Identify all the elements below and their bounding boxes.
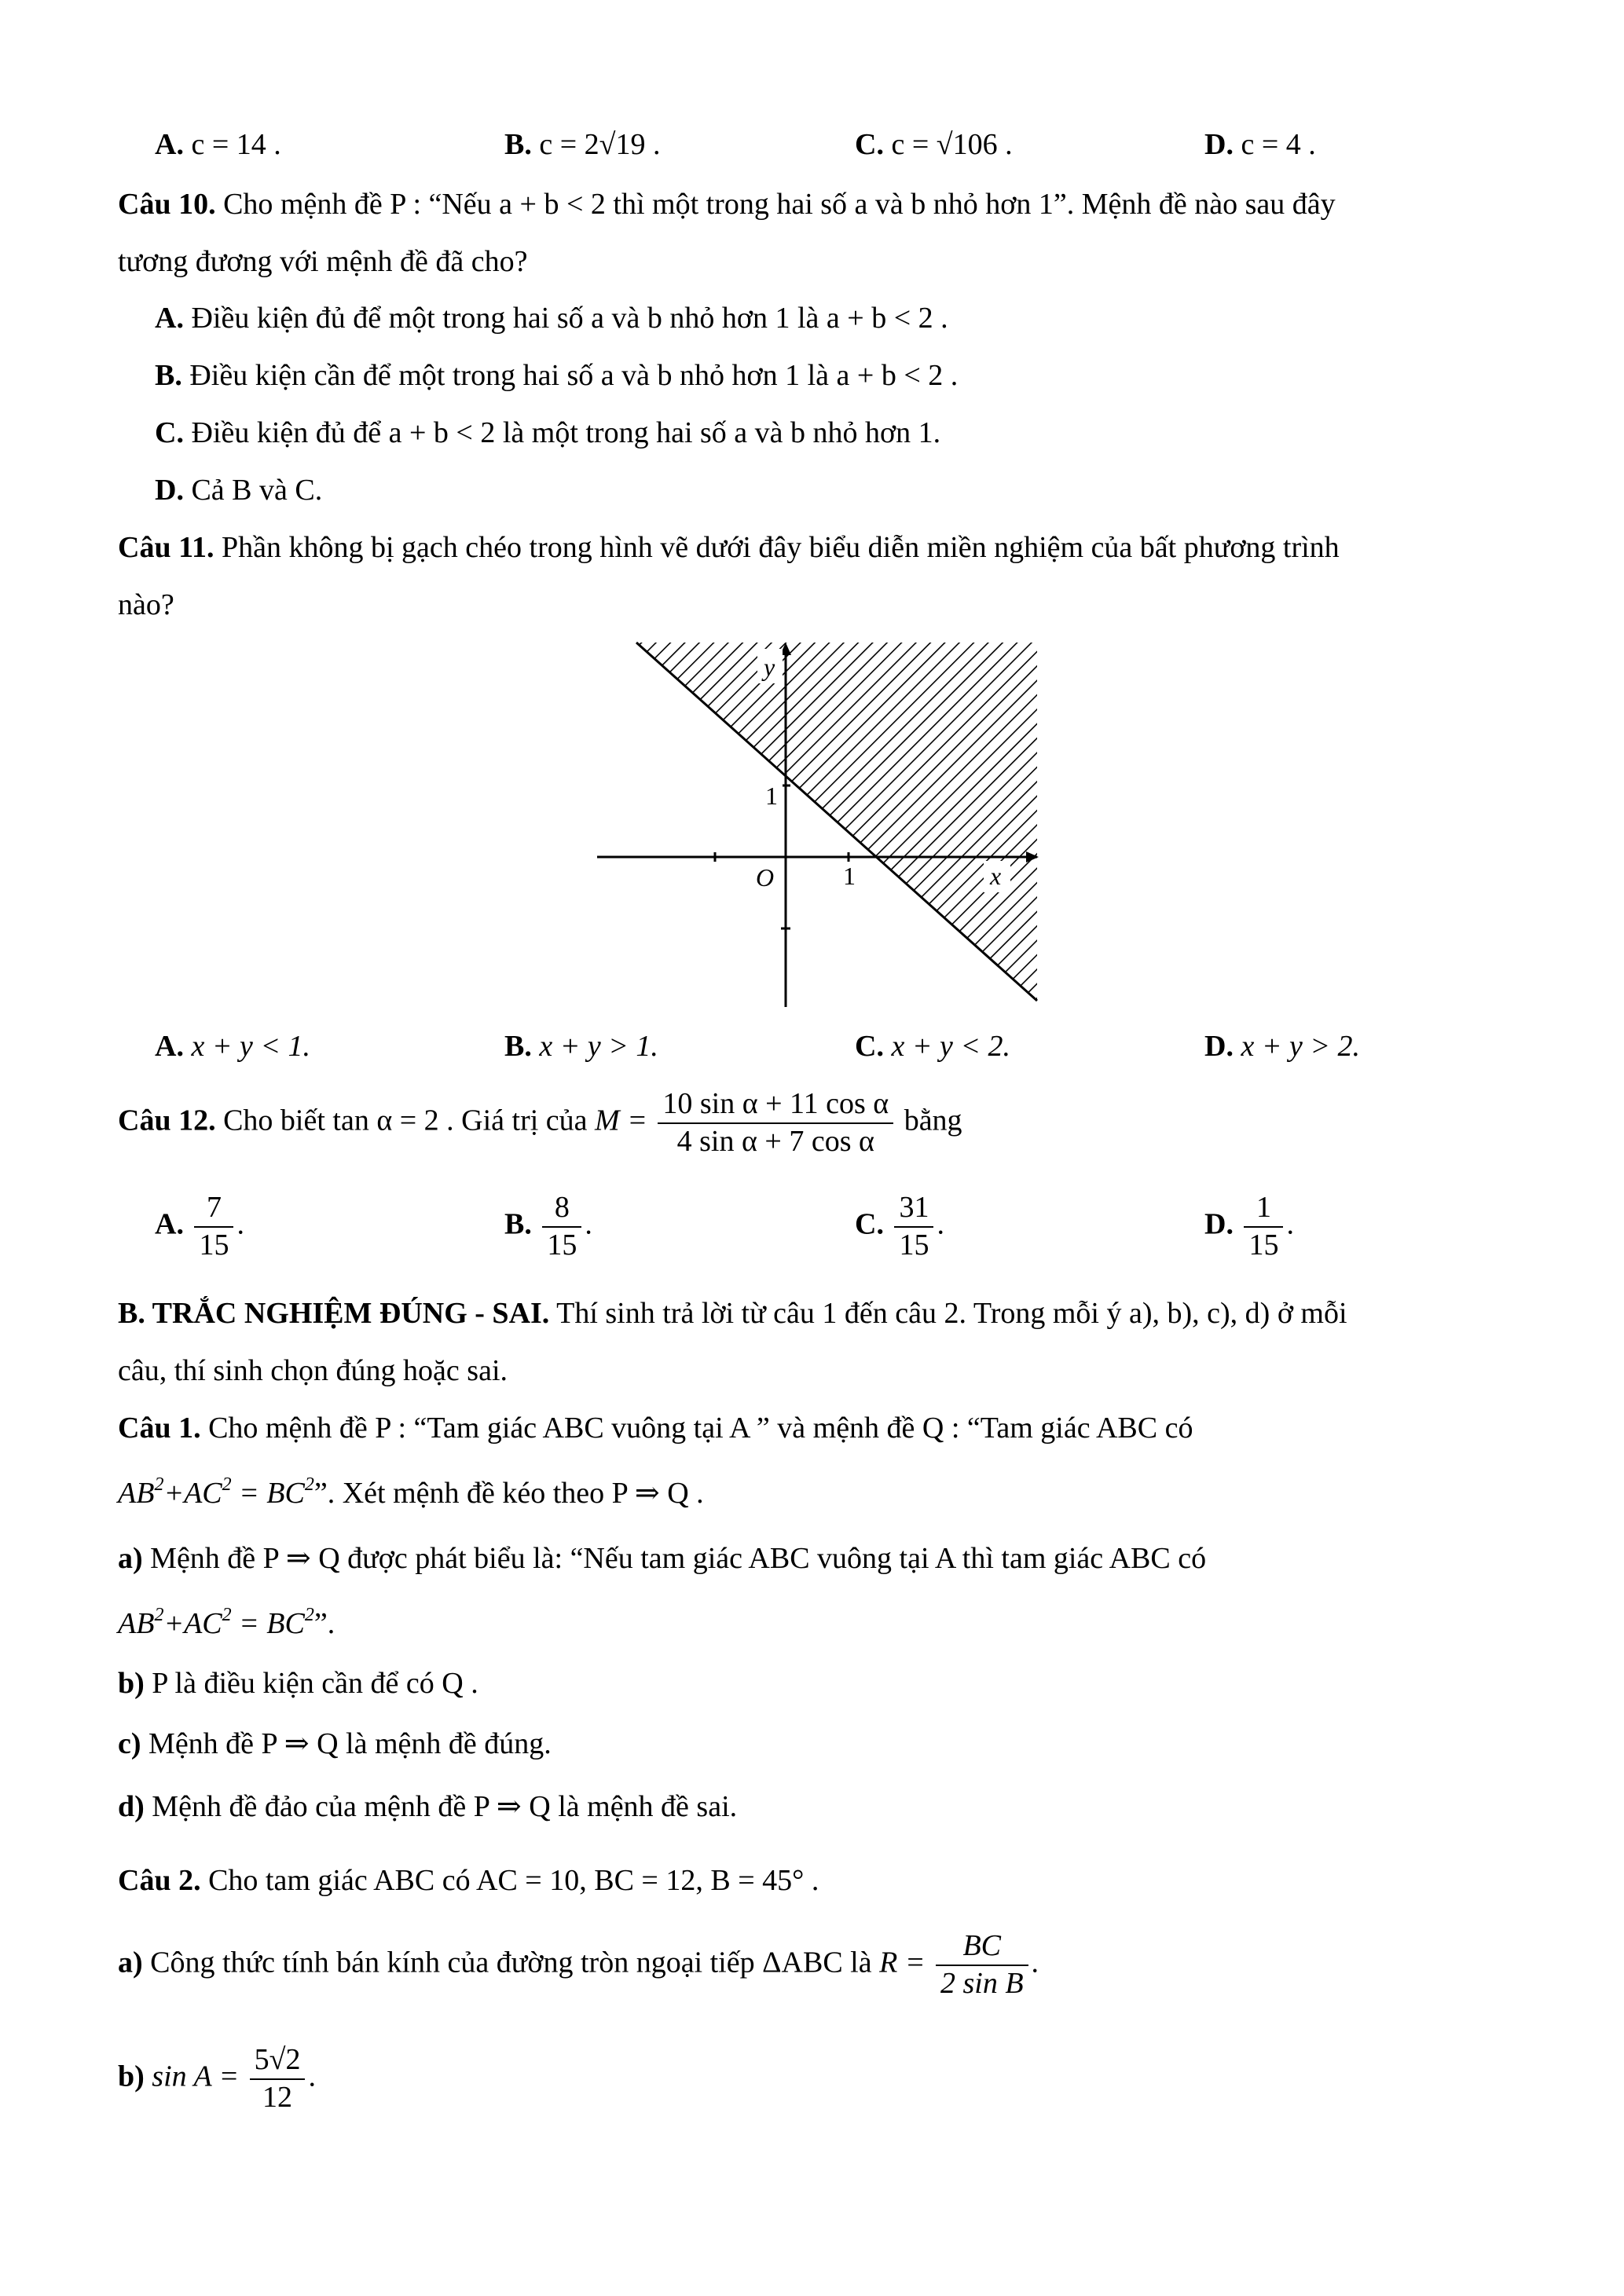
q10-stem-1: Cho mệnh đề P : “Nếu a + b < 2 thì một trong hai số a và b nhỏ hơn 1”. Mệnh đề nào sau đây	[223, 188, 1336, 221]
q10-option-d-text: Cả B và C.	[191, 474, 323, 507]
q11-stem-line-1	[118, 530, 1340, 566]
q9-option-a-text: c = 14 .	[191, 128, 281, 161]
q9-option-c: C. c = √106 .	[855, 128, 1013, 161]
q12-denominator: 4 sin α + 7 cos α	[676, 1124, 874, 1158]
b2-b-denominator: 12	[262, 2080, 293, 2114]
b1-a-text-1: Mệnh đề P ⇒ Q được phát biểu là: “Nếu tam giác ABC vuông tại A thì tam giác ABC có	[150, 1542, 1207, 1575]
q11-label: Câu 11.	[118, 531, 214, 564]
b2-a-label: a)	[118, 1946, 143, 1979]
part-b-text-1: Thí sinh trả lời từ câu 1 đến câu 2. Trong mỗi ý a), b), c), d) ở mỗi	[556, 1297, 1347, 1330]
origin-label: O	[756, 863, 775, 892]
q11-option-c: C. x + y < 2.	[855, 1030, 1010, 1063]
q12-option-d-fraction	[1244, 1190, 1283, 1263]
q12-option-c: C. $\frac{31}{15}$ .	[855, 1190, 944, 1263]
q9-option-b-text: c = 2√19 .	[539, 128, 661, 161]
x-tick-label: 1	[843, 862, 856, 890]
q12-option-a-fraction	[194, 1190, 233, 1263]
q11-stem-1: Phần không bị gạch chéo trong hình vẽ dưới đây biểu diễn miền nghiệm của bất phương trình	[221, 531, 1340, 564]
b1-stem-line-2	[118, 1476, 704, 1512]
b1-stem-1: Cho mệnh đề P : “Tam giác ABC vuông tại A ” và mệnh đề Q : “Tam giác ABC có	[208, 1412, 1193, 1445]
b2-b-label: b)	[118, 2060, 145, 2093]
b1-b-label: b)	[118, 1667, 145, 1700]
q12-given: Cho biết tan α = 2 . Giá trị của	[223, 1104, 588, 1137]
q12-fraction	[658, 1086, 893, 1159]
q10-stem-line-2: tương đương với mệnh đề đã cho?	[118, 245, 528, 278]
option-denominator: 15	[199, 1228, 229, 1262]
b2-a-denominator: 2 sin B	[940, 1966, 1024, 2000]
part-b-line-2: câu, thí sinh chọn đúng hoặc sai.	[118, 1354, 508, 1387]
q11-option-a-text: x + y < 1.	[191, 1030, 310, 1063]
q9-option-d: D. c = 4 .	[1204, 128, 1316, 161]
q11-option-b-text: x + y > 1.	[539, 1030, 658, 1063]
b1-c-line	[118, 1727, 552, 1763]
b2-a-numerator: BC	[936, 1928, 1028, 1966]
q12-option-c-fraction	[894, 1190, 933, 1263]
q12-m-lhs: M =	[595, 1104, 647, 1137]
b1-c-text: Mệnh đề P ⇒ Q là mệnh đề đúng.	[148, 1727, 552, 1760]
b1-a-line-2	[118, 1606, 335, 1642]
b1-d-line	[118, 1789, 737, 1825]
q10-label: Câu 10.	[118, 188, 216, 221]
q12-stem	[118, 1086, 962, 1159]
q10-option-a-text: Điều kiện đủ để một trong hai số a và b nhỏ hơn 1 là a + b < 2 .	[191, 302, 948, 335]
option-numerator: 7	[194, 1190, 233, 1228]
part-b-title: B. TRẮC NGHIỆM ĐÚNG - SAI.	[118, 1297, 550, 1330]
option-numerator: 1	[1244, 1190, 1283, 1228]
b2-a-line: a) Công thức tính bán kính của đường tròn ngoại tiếp ΔABC là R = $\frac{BC}{\text{2 sin B}}$ .	[118, 1928, 1039, 2001]
b2-b-line: b) sin A = $\frac{5√2}{12}$ .	[118, 2042, 316, 2115]
b2-a-text: Công thức tính bán kính của đường tròn ngoại tiếp ΔABC là	[150, 1946, 872, 1979]
q11-graph	[589, 636, 1045, 1009]
b1-pythag-formula: $AB^2+AC^2 = BC^2$	[118, 1474, 314, 1510]
q11-option-d: D. x + y > 2.	[1204, 1030, 1360, 1063]
b1-a-pythag-formula: $AB^2+AC^2 = BC^2$	[118, 1605, 314, 1640]
b1-a-label: a)	[118, 1542, 143, 1575]
option-numerator: 8	[542, 1190, 581, 1228]
q12-numerator: 10 sin α + 11 cos α	[658, 1086, 893, 1124]
b1-a-text-2: ”.	[313, 1607, 335, 1640]
b2-b-fraction	[250, 2042, 306, 2115]
x-axis-label: x	[990, 862, 1002, 890]
q10-stem-line-1	[118, 187, 1336, 223]
option-denominator: 15	[1248, 1228, 1279, 1262]
b1-label: Câu 1.	[118, 1412, 201, 1445]
b2-b-numerator: 5√2	[250, 2042, 306, 2080]
q9-option-a: A. c = 14 .	[155, 128, 281, 161]
q10-option-a: A. Điều kiện đủ để một trong hai số a và b nhỏ hơn 1 là a + b < 2 .	[155, 302, 948, 335]
q9-option-b: B. c = 2√19 .	[504, 128, 661, 161]
b1-a-line-1	[118, 1541, 1206, 1577]
b1-d-label: d)	[118, 1790, 145, 1823]
b2-label: Câu 2.	[118, 1864, 201, 1897]
b2-stem-line	[118, 1863, 819, 1899]
q10-option-b-text: Điều kiện cần để một trong hai số a và b nhỏ hơn 1 là a + b < 2 .	[189, 359, 959, 392]
q11-option-b: B. x + y > 1.	[504, 1030, 658, 1063]
q12-option-d: D. $\frac{1}{15}$ .	[1204, 1190, 1294, 1263]
y-tick-label: 1	[765, 782, 778, 810]
b2-a-lhs: R =	[879, 1946, 926, 1979]
q9-option-d-text: c = 4 .	[1241, 128, 1316, 161]
b2-b-lhs: sin A =	[152, 2060, 240, 2093]
q12-tail: bằng	[904, 1104, 962, 1137]
q10-option-b: B. Điều kiện cần để một trong hai số a và b nhỏ hơn 1 là a + b < 2 .	[155, 359, 959, 392]
b1-d-text: Mệnh đề đảo của mệnh đề P ⇒ Q là mệnh đề sai.	[152, 1790, 738, 1823]
q10-option-c-text: Điều kiện đủ để a + b < 2 là một trong hai số a và b nhỏ hơn 1.	[191, 416, 941, 449]
q11-option-d-text: x + y > 2.	[1241, 1030, 1360, 1063]
q11-stem-line-2: nào?	[118, 588, 174, 621]
b1-stem-line-1	[118, 1411, 1193, 1447]
b2-stem: Cho tam giác ABC có AC = 10, BC = 12, B = 45° .	[208, 1864, 819, 1897]
part-b-line-1	[118, 1296, 1347, 1332]
b1-b-text: P là điều kiện cần để có Q .	[152, 1667, 478, 1700]
b2-a-fraction	[936, 1928, 1028, 2001]
b1-stem-2: ”. Xét mệnh đề kéo theo P ⇒ Q .	[313, 1477, 704, 1510]
q10-option-c: C. Điều kiện đủ để a + b < 2 là một trong hai số a và b nhỏ hơn 1.	[155, 416, 941, 449]
q9-option-c-text: c = √106 .	[891, 128, 1013, 161]
option-denominator: 15	[899, 1228, 929, 1262]
b1-b-line	[118, 1666, 478, 1702]
q10-option-d: D. Cả B và C.	[155, 474, 323, 507]
q11-option-a: A. x + y < 1.	[155, 1030, 310, 1063]
q12-label: Câu 12.	[118, 1104, 216, 1137]
q12-option-b-fraction	[542, 1190, 581, 1263]
option-denominator: 15	[547, 1228, 577, 1262]
q12-option-a: A. $\frac{7}{15}$ .	[155, 1190, 244, 1263]
y-axis-label: y	[764, 653, 775, 681]
q12-option-b: B. $\frac{8}{15}$ .	[504, 1190, 592, 1263]
q11-option-c-text: x + y < 2.	[891, 1030, 1010, 1063]
option-numerator: 31	[894, 1190, 933, 1228]
b1-c-label: c)	[118, 1727, 141, 1760]
